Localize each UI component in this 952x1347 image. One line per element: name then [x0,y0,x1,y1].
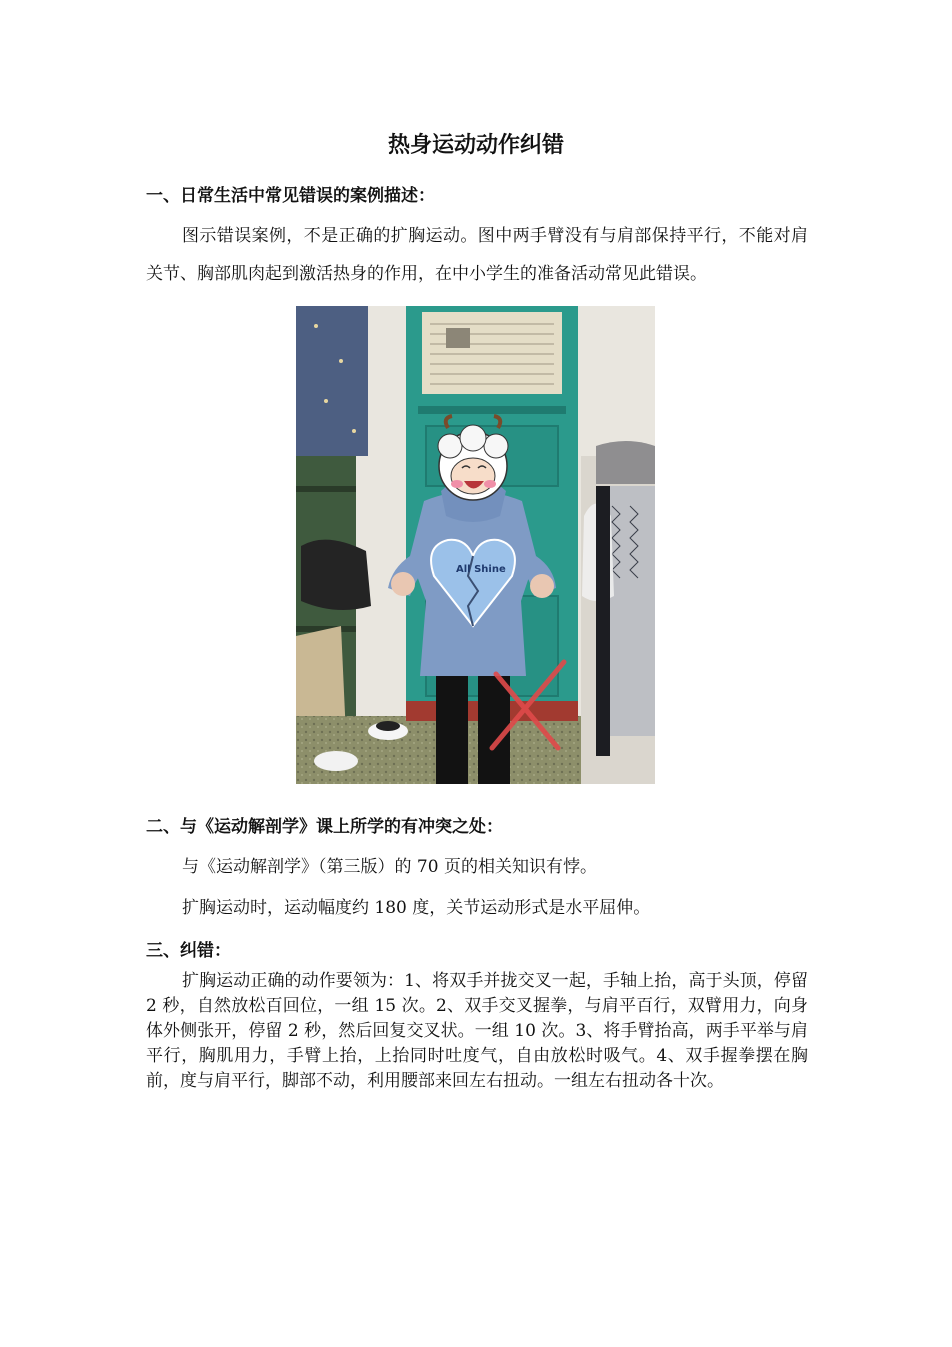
section3-paragraph: 扩胸运动正确的动作要领为：1、将双手并拢交叉一起，手轴上抬，高于头顶，停留 2 秒，自然放松百回位，一组 15 次。2、双手交叉握拳，与肩平百行，双臂用力，向身体外侧张开，停留 2 秒，然后回复交叉状。一组 10 次。3、将手臂抬高，两手平举与肩平行，胸肌用力，手臂上抬，上抬同时吐度气，自由放松时吸气。4、双手握拳摆在胸前，度与肩平行，脚部不动，利用腰部来回左右扭动。一组左右扭动各十次。 [146,971,808,1091]
section3-heading: 三、纠错： [146,941,231,961]
section2-paragraph-1: 与《运动解剖学》（第三版）的 70 页的相关知识有悖。 [182,857,597,877]
section1-paragraph: 图示错误案例，不是正确的扩胸运动。图中两手臂没有与肩部保持平行，不能对肩关节、胸部肌肉起到激活热身的作用，在中小学生的准备活动常见此错误。 [146,226,808,284]
example-photo [296,306,655,784]
section2-paragraph-2: 扩胸运动时，运动幅度约 180 度，关节运动形式是水平屈伸。 [182,898,651,918]
section2-heading: 二、与《运动解剖学》课上所学的有冲突之处： [146,817,503,837]
section1-heading: 一、日常生活中常见错误的案例描述： [146,186,435,206]
document-title: 热身运动动作纠错 [387,133,564,158]
hoodie-text: All Shine [456,564,506,575]
